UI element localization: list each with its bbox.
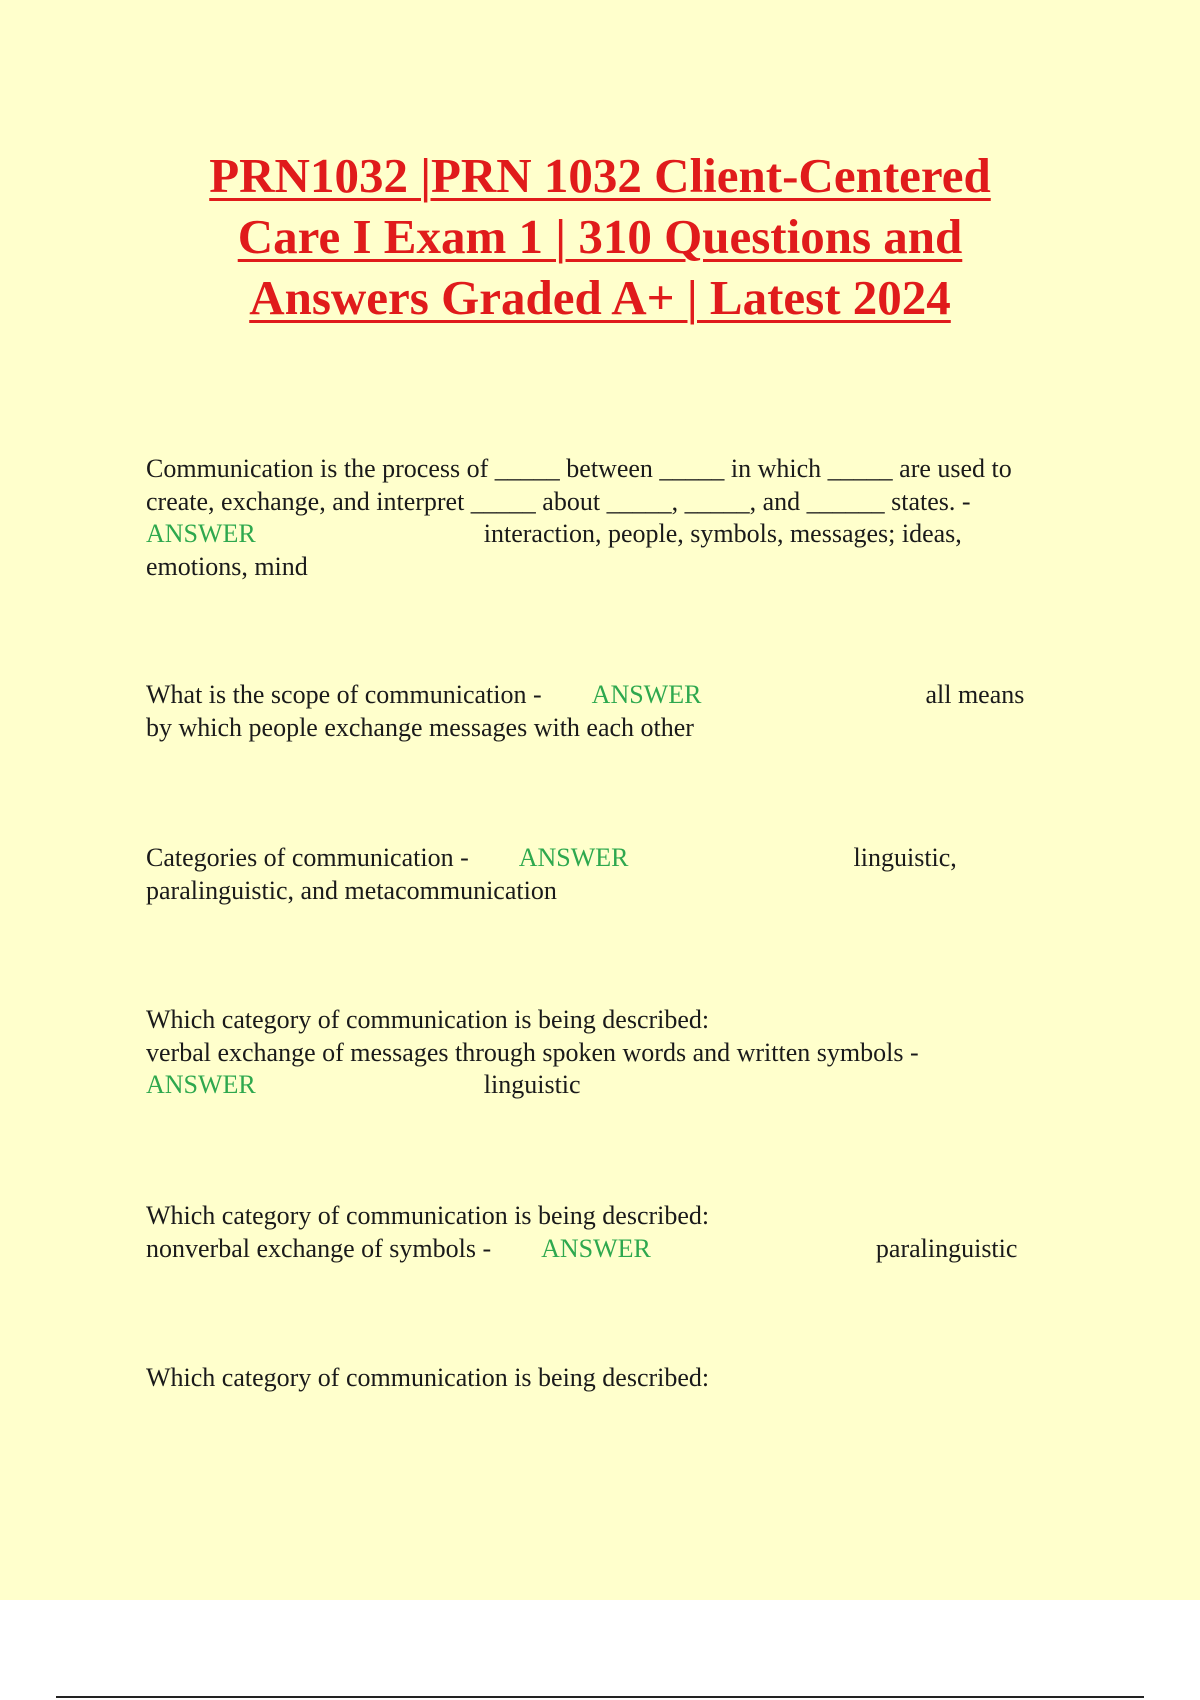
title-line-2: Care I Exam 1 | 310 Questions and [237,209,963,264]
answer-text: paralinguistic [875,1233,1018,1263]
answer-text: linguistic [483,1070,581,1099]
title-line-3: Answers Graded A+ | Latest 2024 [249,270,951,325]
answer-text: all means [925,680,1025,709]
page-divider [56,1696,1144,1698]
qa-item-5 [146,1200,1096,1265]
answer-label: ANSWER [146,519,256,548]
question-text: Which category of communication is being described: [146,1363,710,1392]
qa-item-1 [146,453,1096,583]
qa-item-6 [146,1362,1096,1395]
answer-label: ANSWER [541,1233,651,1263]
answer-label: ANSWER [591,680,702,709]
answer-text: interaction, people, symbols, messages; ideas, [483,519,962,548]
question-text: Communication is the process of _____ between _____ in which _____ are used to [146,454,1012,483]
question-text: Which category of communication is being described: [146,1005,710,1034]
question-row [146,679,1096,712]
title-line-1: PRN1032 |PRN 1032 Client-Centered [209,148,991,203]
qa-item-4 [146,1004,1096,1102]
question-text: create, exchange, and interpret _____ about _____, _____, and ______ states. - [146,486,971,516]
answer-text: by which people exchange messages with each other [146,712,694,742]
answer-row [146,1069,1096,1102]
qa-item-2 [146,679,1096,744]
answer-label: ANSWER [146,1070,256,1099]
question-text: verbal exchange of messages through spoken words and written symbols - [146,1037,919,1067]
question-row [146,1233,1096,1266]
answer-text: linguistic, [853,843,957,872]
question-text: Which category of communication is being described: [146,1201,710,1230]
answer-label: ANSWER [518,843,629,872]
answer-text: emotions, mind [146,551,308,581]
qa-item-3 [146,842,1096,907]
question-text: nonverbal exchange of symbols - [146,1233,492,1263]
answer-text: paralinguistic, and metacommunication [146,875,557,905]
document-title [100,145,1100,328]
question-text: Categories of communication - [146,843,469,872]
question-row [146,842,1096,875]
question-text: What is the scope of communication - [146,680,542,709]
answer-row [146,518,1096,551]
